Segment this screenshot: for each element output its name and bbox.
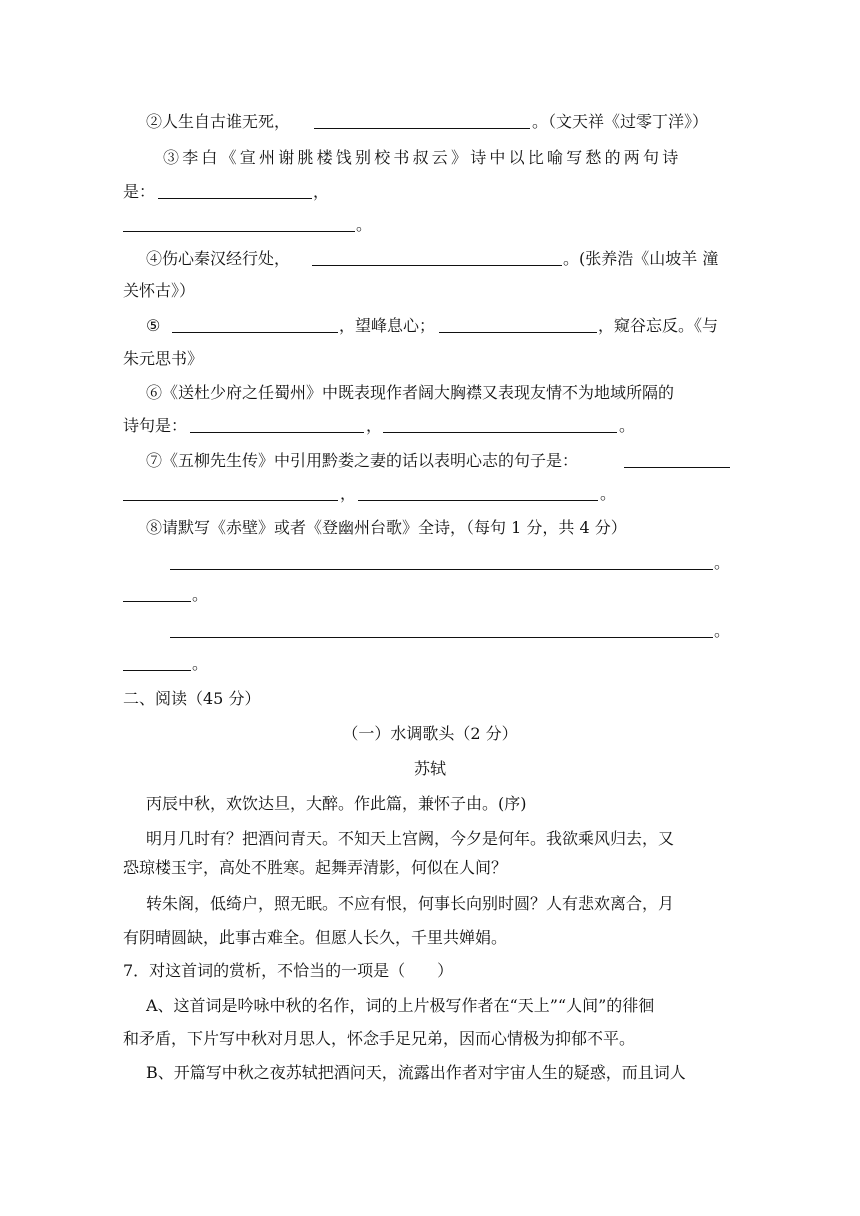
q8-blank-2[interactable] xyxy=(123,585,191,602)
q3-blank-2[interactable] xyxy=(123,215,355,232)
poem-title: （一）水调歌头（2 分） xyxy=(342,724,518,743)
q6-text: ⑥《送杜少府之任蜀州》中既表现作者阔大胸襟又表现友情不为地域所隔的 xyxy=(146,383,675,402)
q7-comma: ， xyxy=(340,484,357,503)
q5-text-1: ，望峰息心； xyxy=(339,316,436,335)
q4-source-cont: 关怀古》） xyxy=(123,281,196,300)
q2-text: ②人生自古谁无死， xyxy=(146,112,291,131)
option-a-text-2: 和矛盾，下片写中秋对月思人，怀念手足兄弟，因而心情极为抑郁不平。 xyxy=(123,1029,636,1048)
option-a-text-1: A、这首词是吟咏中秋的名作，词的上片极写作者在“天上”“人间”的徘徊 xyxy=(146,996,655,1015)
section-2-title: 二、阅读（45 分） xyxy=(123,689,261,708)
poem-author: 苏轼 xyxy=(413,759,446,778)
poem-p1b: 恐琼楼玉宇，高处不胜寒。起舞弄清影，何似在人间？ xyxy=(123,858,508,877)
q6-period: 。 xyxy=(619,416,636,435)
q8-blank-1[interactable] xyxy=(170,553,713,570)
q6-blank-1[interactable] xyxy=(190,416,364,433)
q8-blank-4[interactable] xyxy=(123,654,191,671)
q7-period: 。 xyxy=(600,484,617,503)
q6-prefix: 诗句是： xyxy=(123,416,188,435)
q3-comma: ， xyxy=(313,182,330,201)
q5-blank-2[interactable] xyxy=(439,316,597,333)
q6-blank-2[interactable] xyxy=(383,416,617,433)
q2-source: 。（文天祥《过零丁洋》） xyxy=(532,112,709,131)
q3-text: ③李白《宣州谢朓楼饯别校书叔云》诗中以比喻写愁的两句诗 xyxy=(163,148,682,167)
q8-period-1: 。 xyxy=(714,553,731,572)
q4-text: ④伤心秦汉经行处， xyxy=(146,249,291,268)
q3-prefix: 是： xyxy=(123,182,156,201)
q8-period-4: 。 xyxy=(192,654,209,673)
poem-p2a: 转朱阁，低绮户，照无眠。不应有恨，何事长向别时圆？人有悲欢离合，月 xyxy=(146,894,675,913)
q3-blank-1[interactable] xyxy=(158,182,312,199)
poem-p2b: 有阴晴圆缺，此事古难全。但愿人长久，千里共婵娟。 xyxy=(123,928,508,947)
q7-blank-1[interactable] xyxy=(624,451,730,468)
q7-blank-3[interactable] xyxy=(358,484,598,501)
q7-blank-2[interactable] xyxy=(123,484,338,501)
q5-text-2: ，窥谷忘反。《与 xyxy=(598,316,719,335)
q8-period-3: 。 xyxy=(714,621,731,640)
q4-blank[interactable] xyxy=(312,249,562,266)
q7-stem-text: 7．对这首词的赏析，不恰当的一项是（ ） xyxy=(123,961,454,980)
q5-source: 朱元思书》 xyxy=(123,349,204,368)
option-b-text-1: B、开篇写中秋之夜苏轼把酒问天，流露出作者对宇宙人生的疑惑，而且词人 xyxy=(146,1063,686,1082)
q4-source: 。(张养浩《山坡羊 潼 xyxy=(563,249,719,268)
q5-num: ⑤ xyxy=(146,316,161,335)
q8-blank-3[interactable] xyxy=(170,621,713,638)
q6-comma: ， xyxy=(366,416,383,435)
q8-text: ⑧请默写《赤壁》或者《登幽州台歌》全诗，（每句 1 分，共 4 分） xyxy=(146,518,627,537)
q5-blank-1[interactable] xyxy=(172,316,338,333)
q7-text: ⑦《五柳先生传》中引用黔娄之妻的话以表明心志的句子是： xyxy=(146,451,579,470)
poem-p1a: 明月几时有？把酒问青天。不知天上宫阙，今夕是何年。我欲乘风归去，又 xyxy=(146,829,675,848)
poem-preface-text: 丙辰中秋，欢饮达旦，大醉。作此篇，兼怀子由。(序) xyxy=(146,794,527,813)
q8-period-2: 。 xyxy=(192,585,209,604)
q2-blank[interactable] xyxy=(314,112,530,129)
q3-period: 。 xyxy=(356,215,373,234)
